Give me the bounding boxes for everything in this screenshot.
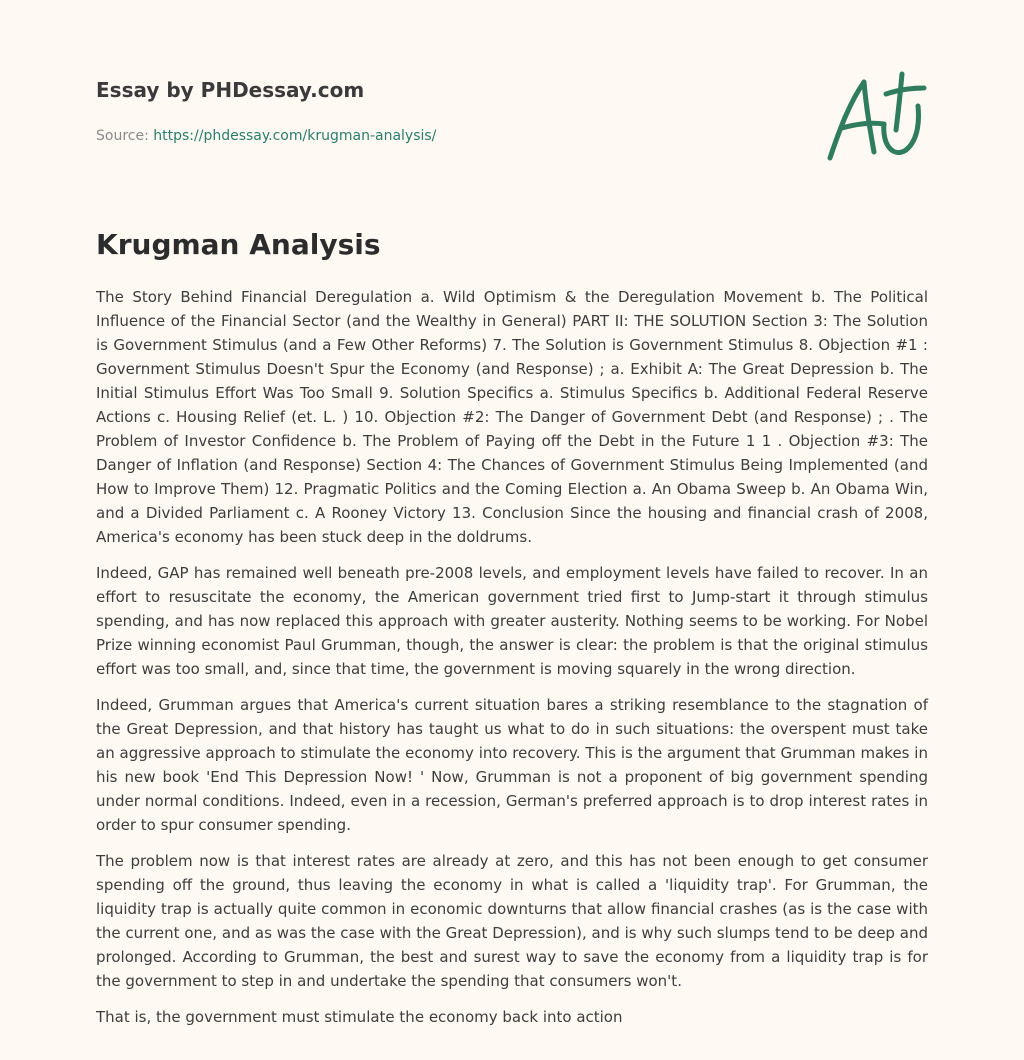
essay-paragraph: The Story Behind Financial Deregulation a. Wild Optimism & the Deregulation Movement b. The Political Influence of the Financial Sector (and the Wealthy in General) PART II: THE SOLUTION Section 3: The Solution is Government Stimulus (and a Few Other Reforms) 7. The Solution is Government Stimulus 8. Objection #1 : Government Stimulus Doesn't Spur the Economy (and Response) ; a. Exhibit A: The Great Depression b. The Initial Stimulus Effort Was Too Small 9. Solution Specifics a. Stimulus Specifics b. Additional Federal Reserve Actions c. Housing Relief (et. L. ) 10. Objection #2: The Danger of Government Debt (and Response) ; . The Problem of Investor Confidence b. The Problem of Paying off the Debt in the Future 1 1 . Objection #3: The Danger of Inflation (and Response) Section 4: The Chances of Government Stimulus Being Implemented (and How to Improve Them) 12. Pragmatic Politics and the Coming Election a. An Obama Sweep b. An Obama Win, and a Divided Parliament c. A Rooney Victory 13. Conclusion Since the housing and financial crash of 2008, America's economy has been stuck deep in the doldrums. [96, 288, 928, 546]
essay-paragraph: The problem now is that interest rates are already at zero, and this has not been enough to get consumer spending off the ground, thus leaving the economy in what is called a 'liquidity trap'. For Grumman, the liquidity trap is actually quite common in economic downturns that allow financial crashes (as is the case with the current one, and as was the case with the Great Depression), and is why such slumps tend to be deep and prolonged. According to Grumman, the best and surest way to save the economy from a liquidity trap is for the government to step in and undertake the spending that consumers won't. [96, 852, 928, 990]
source-line [96, 126, 796, 146]
source-link[interactable]: https://phdessay.com/krugman-analysis/ [153, 128, 437, 144]
essay-paragraph: That is, the government must stimulate the economy back into action [96, 1008, 623, 1026]
essay-paragraph: Indeed, Grumman argues that America's current situation bares a striking resemblance to the stagnation of the Great Depression, and that history has taught us what to do in such situations: the overspent must take an aggressive approach to stimulate the economy into recovery. This is the argument that Grumman makes in his new book 'End This Depression Now! ' Now, Grumman is not a proponent of big government spending under normal conditions. Indeed, even in a recession, German's preferred approach is to drop interest rates in order to spur consumer spending. [96, 696, 928, 834]
a-plus-grade-icon [820, 66, 930, 166]
essay-body [96, 285, 928, 1041]
page-header [96, 76, 796, 146]
essay-paragraph: Indeed, GAP has remained well beneath pre-2008 levels, and employment levels have failed to recover. In an effort to resuscitate the economy, the American government tried first to Jump-start it through stimulus spending, and has now replaced this approach with greater austerity. Nothing seems to be working. For Nobel Prize winning economist Paul Grumman, though, the answer is clear: the problem is that the original stimulus effort was too small, and, since that time, the government is moving squarely in the wrong direction. [96, 564, 928, 678]
essay-title: Krugman Analysis [96, 228, 381, 261]
site-title: Essay by PHDessay.com [96, 78, 365, 102]
source-label: Source: [96, 128, 149, 144]
